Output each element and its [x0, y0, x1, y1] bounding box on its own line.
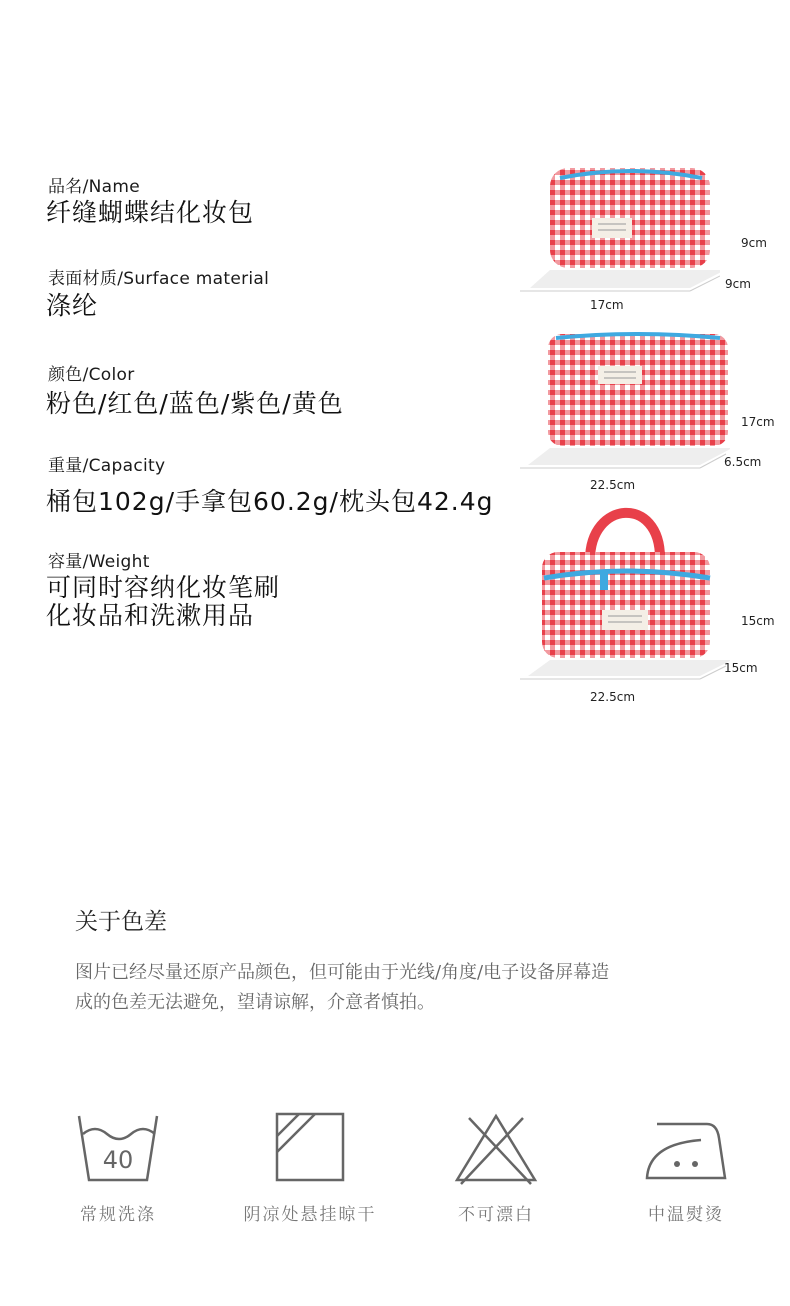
care-wash — [58, 1110, 178, 1225]
pillow-bag-width: 17cm — [590, 298, 624, 312]
no-bleach-icon — [451, 1110, 541, 1186]
care-wash-label: 常规洗涤 — [80, 1205, 156, 1225]
bucket-bag-width: 22.5cm — [590, 690, 636, 704]
care-iron-label: 中温熨烫 — [648, 1205, 724, 1225]
care-bleach — [436, 1110, 556, 1225]
spec-material-label: 表面材质/Surface material — [48, 269, 270, 289]
pillow-bag-image — [520, 160, 720, 300]
pillow-bag-depth: 9cm — [725, 277, 751, 291]
spec-weight-label: 重量/Capacity — [48, 456, 166, 476]
color-note-text: 图片已经尽量还原产品颜色，但可能由于光线/角度/电子设备屏幕造 成的色差无法避免，望请谅解，介意者慎拍。 — [75, 962, 610, 1013]
pillow-bag-height: 9cm — [741, 236, 767, 250]
bucket-bag-depth: 15cm — [724, 661, 758, 675]
clutch-bag-width: 22.5cm — [590, 478, 636, 492]
bucket-bag-image — [520, 500, 730, 685]
spec-material-value: 涤纶 — [46, 291, 99, 320]
clutch-bag-height: 17cm — [741, 415, 775, 429]
wash-40-icon — [73, 1110, 163, 1186]
clutch-bag-image — [520, 330, 730, 475]
spec-weight-value: 桶包102g/手拿包60.2g/枕头包42.4g — [46, 487, 494, 516]
color-note-title: 关于色差 — [75, 909, 167, 935]
wash-temp: 40 — [102, 1146, 134, 1174]
clutch-bag-depth: 6.5cm — [724, 455, 762, 469]
care-dry-label: 阴凉处悬挂晾干 — [243, 1205, 377, 1225]
care-bleach-label: 不可漂白 — [458, 1205, 534, 1225]
dry-flat-shade-icon — [265, 1110, 355, 1186]
care-iron — [626, 1110, 746, 1225]
spec-color-label: 颜色/Color — [48, 365, 135, 385]
spec-capacity-label: 容量/Weight — [48, 552, 150, 572]
bucket-bag-height: 15cm — [741, 614, 775, 628]
spec-capacity-value: 可同时容纳化妆笔刷 化妆品和洗漱用品 — [46, 573, 281, 630]
spec-color-value: 粉色/红色/蓝色/紫色/黄色 — [46, 389, 344, 418]
spec-name-label: 品名/Name — [48, 177, 140, 197]
iron-medium-icon — [641, 1110, 731, 1186]
care-dry — [243, 1110, 377, 1225]
spec-name-value: 纤缝蝴蝶结化妆包 — [46, 198, 255, 227]
